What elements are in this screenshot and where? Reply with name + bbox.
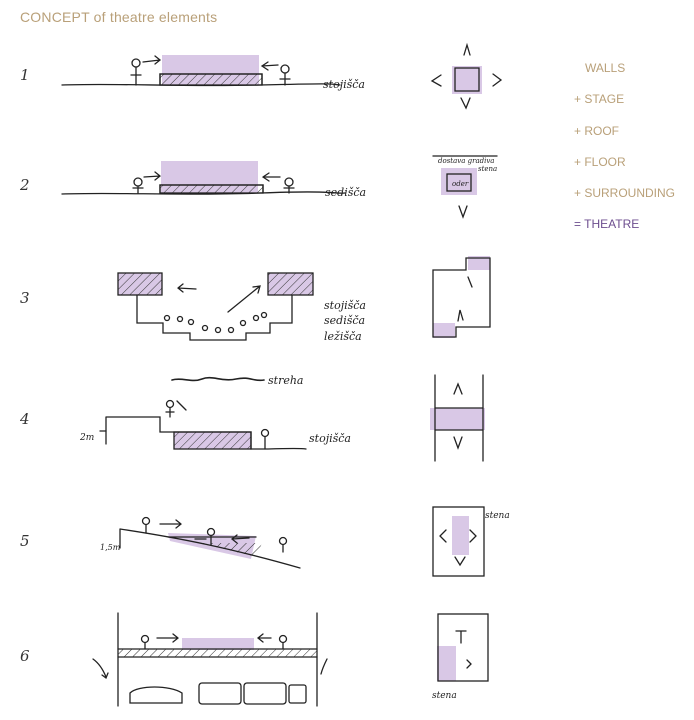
- row1-label: stojišča: [323, 78, 365, 91]
- row-number-6: 6: [20, 647, 30, 665]
- row2-section: [62, 161, 366, 199]
- row3-plan: [433, 256, 490, 338]
- row4-label-side: stojišča: [309, 432, 351, 445]
- legend-walls: WALLS: [585, 61, 626, 75]
- legend-roof: + ROOF: [574, 124, 620, 138]
- row5-label-height: 1,5m: [100, 543, 121, 552]
- row-number-3: 3: [20, 289, 30, 307]
- legend-theatre: = THEATRE: [574, 217, 640, 231]
- row2-plan-label-a: dostava gradiva: [438, 157, 495, 165]
- row3-label-c: ležišča: [324, 330, 362, 343]
- row3-section: [118, 273, 366, 343]
- row6-section: [93, 613, 327, 706]
- row3-label-a: stojišča: [324, 299, 366, 312]
- row6-plan: [432, 614, 488, 701]
- legend-stage: + STAGE: [574, 92, 625, 106]
- row4-plan: [430, 375, 485, 461]
- legend-floor: + FLOOR: [574, 155, 626, 169]
- row-number-5: 5: [20, 532, 30, 550]
- row6-plan-label: stena: [432, 691, 457, 701]
- diagram-title: CONCEPT of theatre elements: [20, 9, 218, 25]
- row-number-4: 4: [20, 410, 30, 428]
- row2-label: sedišča: [325, 186, 367, 199]
- row5-section: [100, 518, 300, 569]
- row4-label-top: streha: [268, 374, 304, 387]
- row1-plan: [432, 45, 501, 108]
- row4-label-height: 2m: [80, 433, 95, 443]
- row1-section: [62, 55, 365, 91]
- row2-plan-label-b: stena: [478, 165, 498, 173]
- legend-surrounding: + SURROUNDING: [574, 186, 676, 200]
- row-number-2: 2: [20, 176, 30, 194]
- row2-plan-label-c: oder: [452, 180, 469, 188]
- row2-plan: [433, 156, 497, 217]
- row4-section: [79, 374, 351, 449]
- row5-plan: [433, 507, 510, 576]
- row3-label-b: sedišča: [324, 314, 366, 327]
- row5-plan-label: stena: [485, 511, 510, 521]
- row-number-1: 1: [20, 66, 30, 84]
